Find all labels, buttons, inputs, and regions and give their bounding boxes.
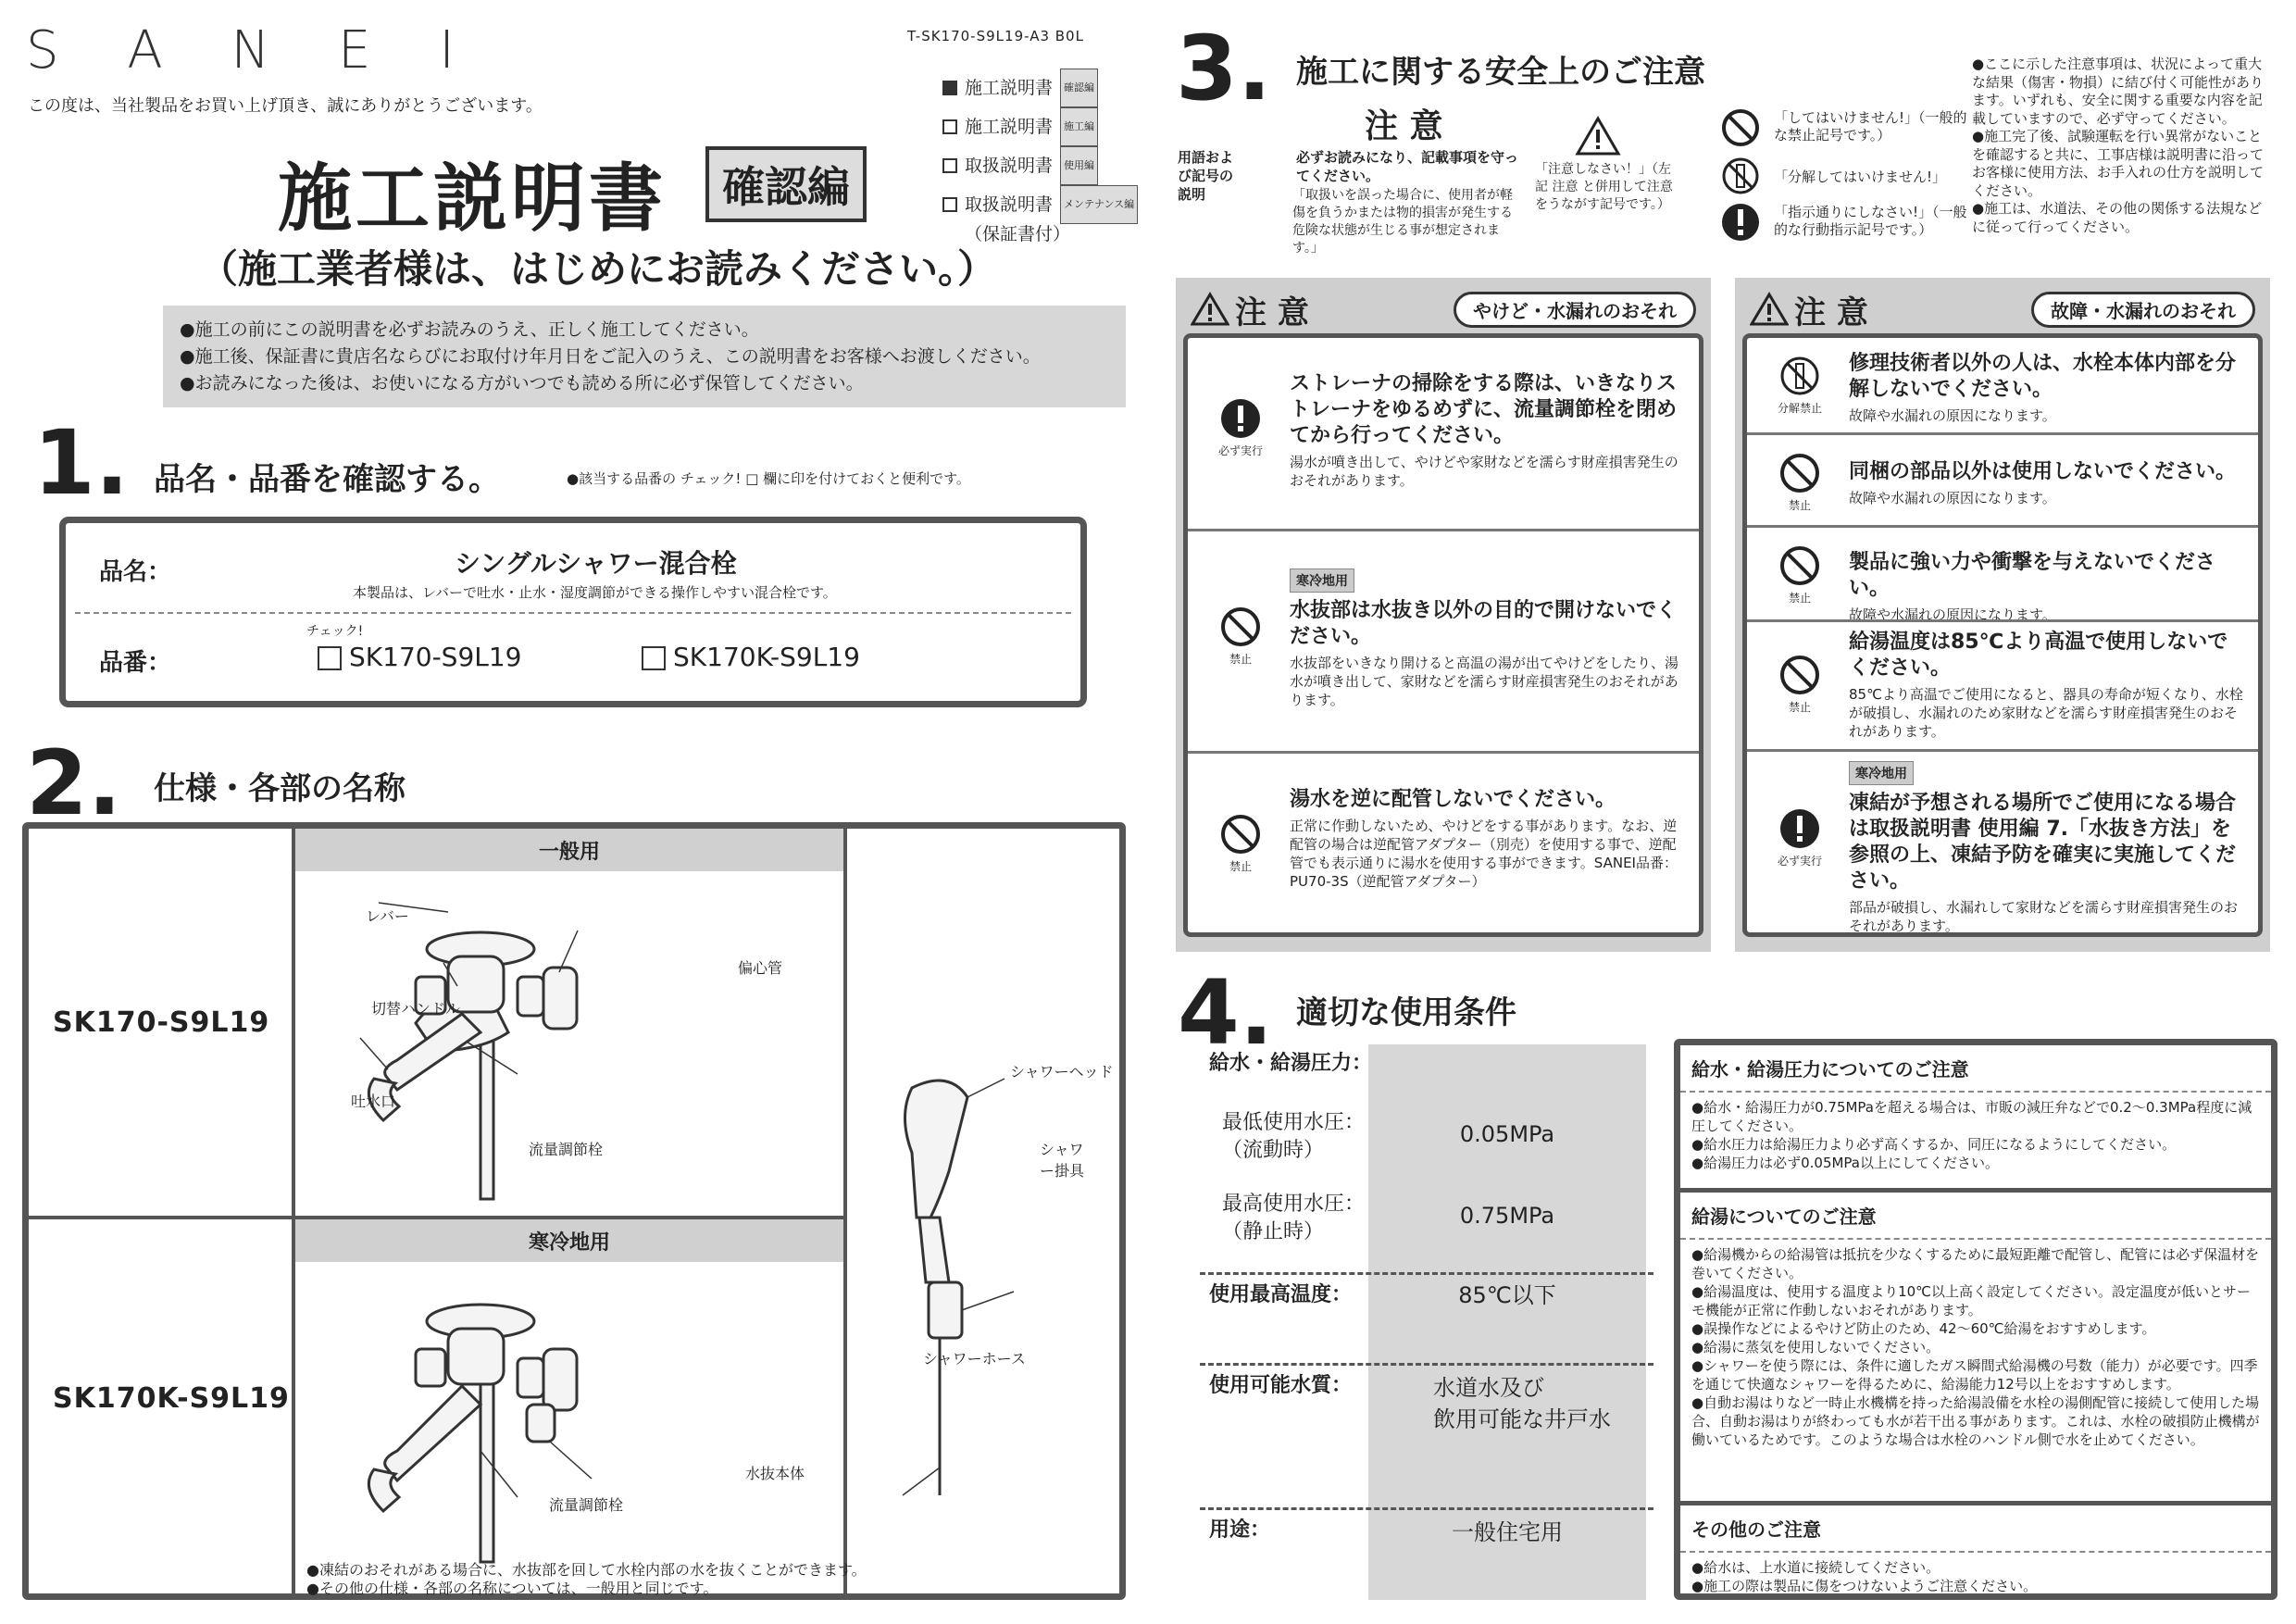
caution-main: 給湯温度は85℃より高温で使用しないでください。 — [1849, 631, 2228, 680]
caution-item — [1188, 529, 1699, 751]
usage-label: 最高使用水圧： （静止時） — [1222, 1193, 1366, 1243]
caution-line: ●誤操作などによるやけど防止のため、42〜60℃給湯をおすすめします。 — [1691, 1320, 2156, 1337]
caution-desc-bold: 必ずお読みになり、記載事項を守ってください。 — [1296, 149, 1519, 184]
usage-label: 用途： — [1209, 1518, 1271, 1542]
mandatory-icon: 必ず実行 — [1767, 807, 1832, 868]
divider — [75, 612, 1071, 614]
part-label-spout: 吐水口 — [351, 1093, 396, 1110]
no-disassembly-icon — [1720, 156, 1761, 196]
title-tag: 確認編 — [705, 146, 867, 222]
caution-main: 水抜部は水抜き以外の目的で開けないでください。 — [1290, 599, 1678, 648]
caution-line: ●給水圧力は給湯圧力より必ず高くするか、同圧になるようにしてください。 — [1691, 1136, 2177, 1153]
warning-triangle-icon — [1191, 292, 1229, 327]
doc-label: 取扱説明書 — [965, 156, 1054, 176]
general-caption: 一般用 — [295, 829, 843, 871]
doc-label: 施工説明書 — [965, 117, 1054, 137]
prohibited-icon: 禁止 — [1767, 544, 1832, 606]
name-label: 品名： — [99, 558, 172, 586]
product-box — [59, 517, 1087, 707]
model-label: SK170-S9L19 — [349, 642, 522, 672]
model-checkbox[interactable] — [318, 646, 342, 670]
cold-region-tag: 寒冷地用 — [1849, 761, 1914, 785]
page-subtitle: （施工業者様は、はじめにお読みください。） — [199, 246, 997, 292]
doc-list-item — [942, 107, 1138, 146]
model-checkbox[interactable] — [642, 646, 666, 670]
caution-line: ●施工の際は製品に傷をつけないようご注意ください。 — [1691, 1578, 2038, 1594]
intro-box — [163, 306, 1126, 407]
checkbox-icon — [942, 158, 957, 173]
section-3-number: 3. — [1176, 17, 1272, 120]
usage-value: 0.05MPa — [1459, 1121, 1555, 1147]
caution-line: ●給水は、上水道に接続してください。 — [1691, 1559, 1940, 1576]
panel-body — [1742, 333, 2263, 937]
intro-line: ●施工後、保証書に貴店名ならびにお取付け年月日をご記入のうえ、この説明書をお客様へお渡しください。 — [180, 346, 1041, 367]
legend-title: 用語および記号の説明 — [1178, 149, 1234, 203]
caution-line: ●給湯に蒸気を使用しないでください。 — [1691, 1339, 1940, 1355]
model-option[interactable] — [642, 642, 860, 672]
caution-main: ストレーナの掃除をする際は、いきなりストレーナをゆるめずに、流量調節栓を閉めてから行ってください。 — [1290, 372, 1678, 447]
caution-line: ●自動お湯はりなど一時止水機構を持った給湯設備を水栓の湯側配管に接続して使用した場合、自動お湯はりが終わっても水が若干出る事があります。これは、水栓の破損防止機構が働いているためです。このような場合は水栓のハンドル側で水を止めてください。 — [1691, 1394, 2260, 1448]
part-label-eccentric-pipe: 偏心管 — [738, 959, 783, 977]
caution-sub: 正常に作動しないため、やけどをする事があります。なお、逆配管の場合は逆配管アダプター（別売）を使用する事で、逆配管でも表示通りに湯水を使用する事ができます。SANEI品番：PU70-3S（逆配管アダプター） — [1290, 818, 1678, 890]
caution-line: ●給水・給湯圧力が0.75MPaを超える場合は、市販の減圧弁などで0.2〜0.3MPa程度に減圧してください。 — [1691, 1099, 2252, 1134]
part-label-drain-body: 水抜本体 — [745, 1465, 805, 1482]
caution-item — [1747, 749, 2258, 932]
section-1-title: 品名・品番を確認する。 — [154, 461, 500, 498]
brand-logo: S A N E I — [26, 20, 480, 81]
doc-label: 施工説明書 — [965, 78, 1054, 98]
caution-main: 凍結が予想される場所でご使用になる場合は取扱説明書 使用編 7.「水抜き方法」を参照の上、凍結予防を確実に実施してください。 — [1849, 792, 2237, 893]
doc-list-item — [942, 185, 1138, 224]
caution-panel-burn — [1176, 278, 1711, 952]
caution-sub: 故障や水漏れの原因になります。 — [1849, 407, 2056, 424]
part-label-lever: レバー — [366, 907, 409, 925]
faucet-cold-illustration — [295, 1266, 843, 1590]
usage-cautions-box — [1674, 1039, 2277, 1600]
check-label: チェック! — [306, 624, 364, 639]
caution-main: 同梱の部品以外は使用しないでください。 — [1849, 460, 2237, 483]
caution-sub: 水抜部をいきなり開けると高温の湯が出てやけどをしたり、湯水が噴き出して、家財などを濡らす財産損害発生のおそれがあります。 — [1290, 655, 1679, 708]
caution-block-other — [1680, 1501, 2271, 1601]
usage-conditions-table — [1200, 1044, 1653, 1600]
model-general: SK170-S9L19 — [53, 1006, 270, 1039]
prohibited-icon: 禁止 — [1767, 654, 1832, 715]
usage-label: 最低使用水圧： （流動時） — [1222, 1111, 1366, 1162]
cold-caption: 寒冷地用 — [295, 1219, 843, 1262]
caution-item — [1188, 751, 1699, 932]
divider — [1200, 1507, 1653, 1510]
mandatory-icon — [1720, 202, 1761, 243]
caution-line: ●給湯圧力は必ず0.05MPa以上にしてください。 — [1691, 1155, 1999, 1171]
safety-notes — [1972, 56, 2268, 236]
cold-region-tag: 寒冷地用 — [1290, 568, 1354, 593]
number-label: 品番： — [99, 649, 172, 677]
symbol-desc: 「注意しなさい！」（左記 注意 と併用して注意をうながす記号です。） — [1535, 162, 1673, 212]
caution-word: 注 意 — [1365, 107, 1443, 145]
symbol-no-disassembly-desc: 「分解してはいけません!」 — [1774, 169, 1947, 185]
panel-title: 注 意 — [1794, 294, 1868, 331]
caution-block-title: 給湯についてのご注意 — [1680, 1193, 2271, 1240]
doc-tag: 確認編 — [1060, 69, 1098, 107]
footnote: ●凍結のおそれがある場合に、水抜部を回して水栓内部の水を抜くことができます。 — [306, 1561, 867, 1579]
prohibited-icon — [1720, 107, 1761, 148]
doc-list — [942, 69, 1138, 244]
mandatory-icon: 必ず実行 — [1208, 397, 1273, 458]
checkbox-icon — [942, 197, 957, 212]
part-label-shower-hook: シャワー掛具 — [1040, 1141, 1085, 1180]
divider — [1200, 1272, 1653, 1275]
section-2-number: 2. — [26, 731, 122, 835]
part-label-flow-valve: 流量調節栓 — [529, 1141, 604, 1158]
caution-main: 製品に強い力や衝撃を与えないでください。 — [1849, 551, 2216, 600]
no-disassembly-icon: 分解禁止 — [1767, 355, 1832, 416]
caution-block-hot-water — [1680, 1188, 2271, 1455]
section-4-title: 適切な使用条件 — [1296, 994, 1516, 1031]
doc-label: 取扱説明書 — [965, 194, 1054, 215]
usage-value: 0.75MPa — [1459, 1203, 1555, 1229]
caution-sub: 部品が破損し、水漏れして家財などを濡らす財産損害発生のおそれがあります。 — [1849, 899, 2239, 934]
caution-main: 湯水を逆に配管しないでください。 — [1290, 788, 1616, 811]
checkbox-checked-icon — [942, 81, 957, 95]
product-name: シングルシャワー混合栓 — [455, 548, 737, 579]
usage-value: 水道水及び 飲用可能な井戸水 — [1433, 1375, 1611, 1432]
doc-tag: メンテナンス編 — [1060, 185, 1138, 224]
intro-line: ●施工の前にこの説明書を必ずお読みのうえ、正しく施工してください。 — [180, 319, 759, 340]
caution-item — [1747, 338, 2258, 432]
caution-line: ●給湯温度は、使用する温度より10℃以上高く設定してください。設定温度が低いとサーモ機能が正常に作動しないおそれがあります。 — [1691, 1283, 2252, 1318]
panel-body — [1183, 333, 1703, 937]
prohibited-icon: 禁止 — [1767, 452, 1832, 513]
usage-label: 使用最高温度： — [1209, 1283, 1353, 1306]
divider — [1200, 1363, 1653, 1366]
caution-sub: 湯水が噴き出して、やけどや家財などを濡らす財産損害発生のおそれがあります。 — [1290, 454, 1678, 489]
section-2-title: 仕様・各部の名称 — [154, 770, 406, 807]
caution-item — [1188, 338, 1699, 529]
usage-value: 85℃以下 — [1458, 1282, 1556, 1308]
caution-line: ●シャワーを使う際には、条件に適したガス瞬間式給湯機の号数（能力）が必要です。四季を通じて快適なシャワーを得るために、給湯能力12号以上をおすすめします。 — [1691, 1357, 2258, 1393]
prohibited-icon: 禁止 — [1208, 606, 1273, 667]
caution-block-title: 給水・給湯圧力についてのご注意 — [1680, 1045, 2271, 1093]
prohibited-icon: 禁止 — [1208, 813, 1273, 874]
intro-line: ●お読みになった後は、お使いになる方がいつでも読める所に必ず保管してください。 — [180, 373, 864, 394]
symbol-prohibited-desc: 「してはいけません!」（一般的な禁止記号です。） — [1774, 109, 1967, 144]
warning-triangle-icon — [1750, 292, 1789, 327]
footnote: ●その他の仕様・各部の名称については、一般用と同じです。 — [306, 1580, 718, 1597]
model-label: SK170K-S9L19 — [673, 642, 860, 672]
section-3-title: 施工に関する安全上のご注意 — [1296, 54, 1705, 91]
part-label-shower-hose: シャワーホース — [923, 1350, 1026, 1368]
usage-label: 使用可能水質： — [1209, 1374, 1353, 1397]
part-label-switch-handle: 切替ハンドル — [371, 1000, 461, 1018]
caution-line: ●給湯機からの給湯管は抵抗を少なくするために最短距離で配管し、配管には必ず保温材を巻いてください。 — [1691, 1246, 2260, 1281]
panel-risk-pill: 故障・水漏れのおそれ — [2031, 292, 2255, 328]
product-description: 本製品は、レバーで吐水・止水・湿度調節ができる操作しやすい混合栓です。 — [353, 584, 837, 601]
doc-tag: 施工編 — [1060, 107, 1098, 146]
part-label-flow-valve: 流量調節栓 — [549, 1496, 624, 1514]
caution-sub: 故障や水漏れの原因になります。 — [1849, 490, 2056, 506]
panel-header — [1742, 285, 2263, 333]
safety-note: ●ここに示した注意事項は、状況によって重大な結果（傷害・物損）に結び付く可能性があります。いずれも、安全に関する重要な内容を記載していますので、必ず守ってください。 — [1972, 56, 2265, 127]
caution-sub: 85℃より高温でご使用になると、器具の寿命が短くなり、水栓が破損し、水漏れのため家財などを濡らす財産損害発生のおそれがあります。 — [1849, 686, 2243, 740]
caution-desc: 「取扱いを誤った場合に、使用者が軽傷を負うかまたは物的損害が発生する危険な状態が生じる事が想定されます。」 — [1292, 188, 1513, 256]
shower-illustration — [847, 1060, 1125, 1542]
doc-tag: 使用編 — [1060, 146, 1098, 185]
doc-number: T-SK170-S9L19-A3 B0L — [907, 28, 1084, 44]
model-cold: SK170K-S9L19 — [53, 1382, 290, 1415]
caution-panel-failure — [1735, 278, 2270, 952]
caution-item — [1747, 432, 2258, 525]
panel-risk-pill: やけど・水漏れのおそれ — [1454, 292, 1696, 328]
caution-main: 修理技術者以外の人は、水栓本体内部を分解しないでください。 — [1849, 352, 2237, 401]
usage-value: 一般住宅用 — [1452, 1519, 1563, 1545]
caution-block-title: その他のご注意 — [1680, 1505, 2271, 1553]
page-title: 施工説明書 — [278, 156, 667, 242]
panel-title: 注 意 — [1235, 294, 1309, 331]
part-label-shower-head: シャワーヘッド — [1010, 1063, 1114, 1081]
spec-box — [22, 822, 1126, 1600]
caution-sub: 故障や水漏れの原因になります。 — [1849, 606, 2056, 623]
thanks-text: この度は、当社製品をお買い上げ頂き、誠にありがとうございます。 — [28, 96, 543, 116]
usage-label: 給水・給湯圧力： — [1209, 1052, 1373, 1075]
safety-note: ●施工完了後、試験運転を行い異常がないことを確認すると共に、工事店様は説明書に沿ってお客様に使用方法、お手入れの仕方を説明してください。 — [1972, 128, 2265, 199]
warranty-note: （保証書付） — [965, 224, 1071, 244]
section-1-note: ●該当する品番の チェック! □ 欄に印を付けておくと便利です。 — [567, 470, 970, 487]
safety-note: ●施工は、水道法、その他の関係する法規などに従って行ってください。 — [1972, 200, 2263, 235]
caution-item — [1747, 525, 2258, 623]
doc-list-item — [942, 69, 1138, 107]
section-1-number: 1. — [33, 411, 130, 515]
warning-triangle-icon — [1574, 115, 1622, 157]
caution-block-pressure — [1680, 1045, 2271, 1178]
symbol-mandatory-desc: 「指示通りにしなさい!」（一般的な行動指示記号です。） — [1774, 204, 1967, 238]
panel-header — [1183, 285, 1703, 333]
section-4-number: 4. — [1178, 961, 1274, 1065]
checkbox-icon — [942, 119, 957, 134]
doc-list-item — [942, 146, 1138, 185]
model-option[interactable] — [318, 642, 522, 672]
caution-item — [1747, 619, 2258, 749]
